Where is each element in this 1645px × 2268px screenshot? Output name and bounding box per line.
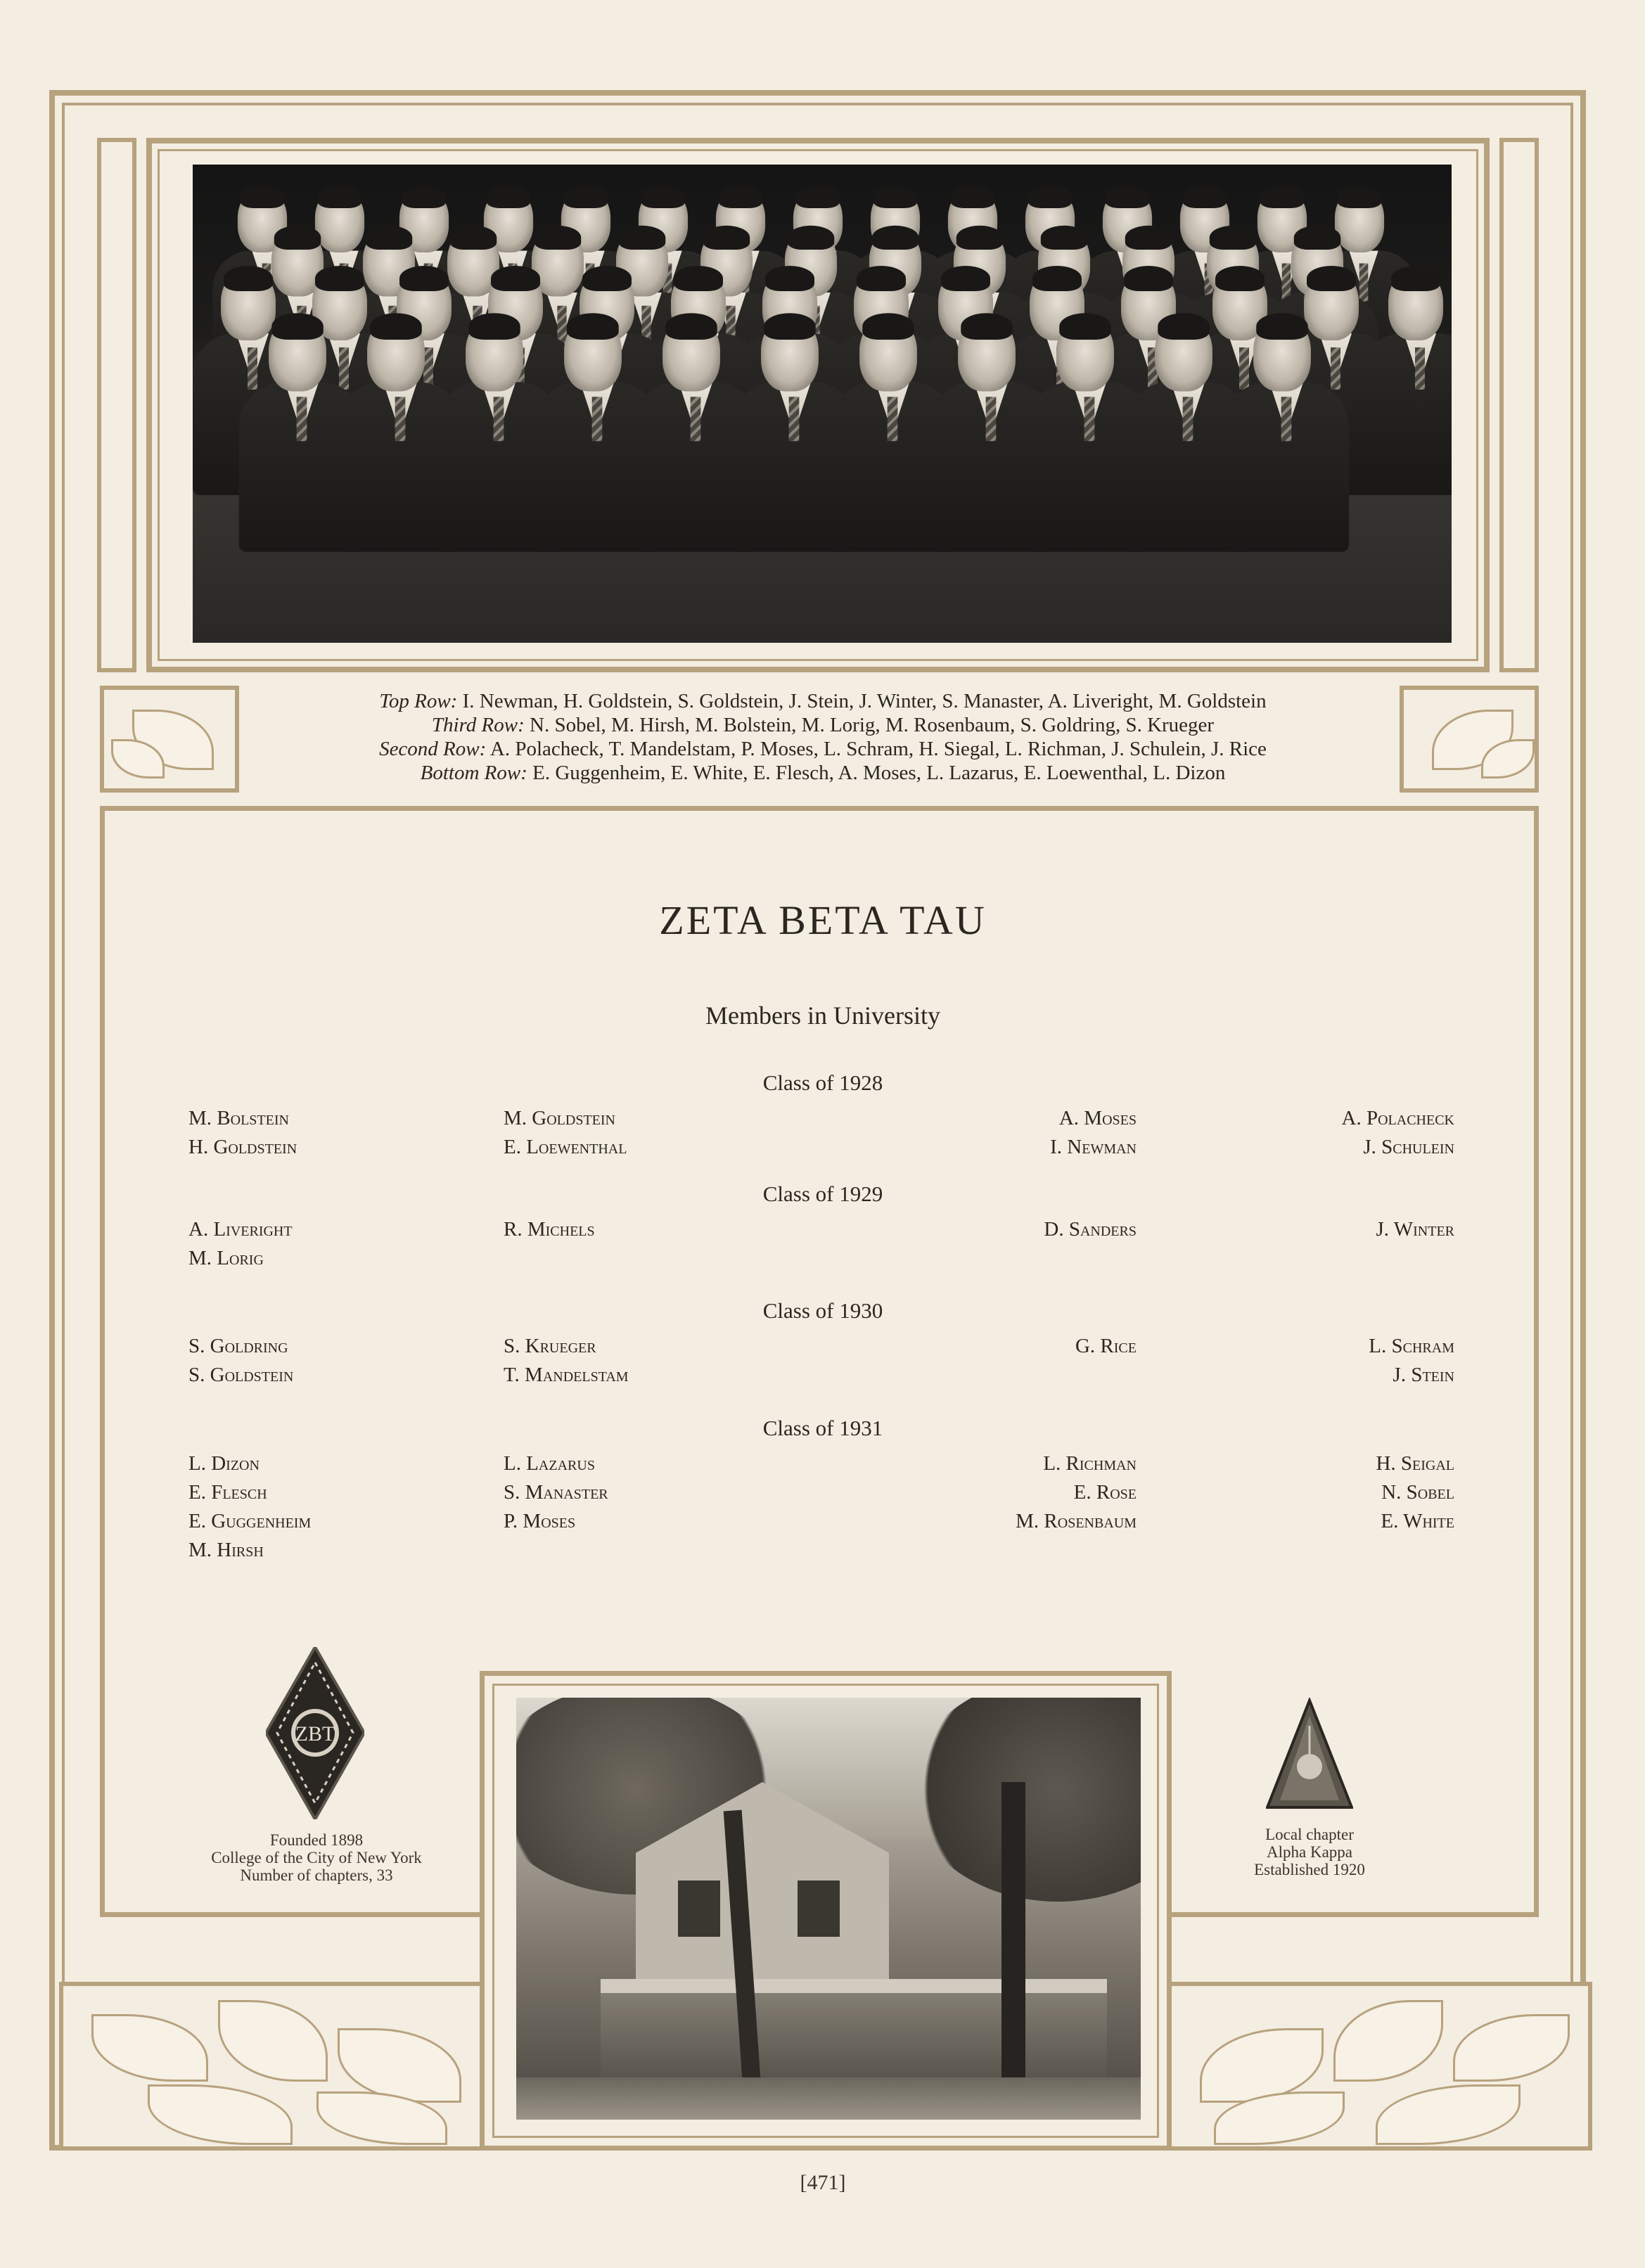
photo-face: [859, 318, 917, 392]
caption-third-label: Third Row:: [431, 714, 525, 736]
caption-top-label: Top Row:: [379, 690, 458, 712]
class-heading: Class of 1931: [762, 1416, 883, 1440]
caption-bottom-label: Bottom Row:: [420, 762, 527, 784]
bottom-right-ornament: [1167, 1982, 1592, 2151]
member-column: [841, 1215, 1137, 1244]
chapter-name: Alpha Kappa: [1267, 1843, 1352, 1861]
caption-second-label: Second Row:: [379, 738, 487, 760]
members-subtitle: Members in University: [705, 1001, 940, 1030]
member-name: G. Rice: [1075, 1335, 1137, 1357]
member-name: R. Michels: [504, 1218, 595, 1241]
member-column: [1159, 1215, 1454, 1244]
photo-face: [1253, 318, 1311, 392]
crest-letters: ZBT: [295, 1722, 335, 1745]
member-name: I. Newman: [1050, 1136, 1137, 1158]
member-name: M. Hirsh: [188, 1539, 264, 1561]
bottom-left-ornament: [59, 1982, 484, 2151]
photo-face: [663, 318, 720, 392]
photo-face: [1056, 318, 1114, 392]
member-name: M. Lorig: [188, 1247, 264, 1269]
caption-third-row: [253, 713, 1393, 737]
left-caption-ornament: [100, 686, 239, 793]
class-heading: Class of 1929: [762, 1181, 883, 1206]
crest-diamond-icon: [266, 1647, 364, 1819]
member-name: S. Goldring: [188, 1335, 288, 1357]
founded-info: [176, 1831, 457, 1884]
member-name: S. Krueger: [504, 1335, 596, 1357]
member-name: E. White: [1381, 1510, 1454, 1532]
photo-figure: [1360, 333, 1452, 495]
member-name: N. Sobel: [1381, 1481, 1454, 1504]
photo-face: [221, 270, 276, 340]
member-name: L. Dizon: [188, 1452, 260, 1475]
member-name: A. Moses: [1058, 1107, 1137, 1129]
member-name: L. Schram: [1369, 1335, 1454, 1357]
photo-face: [315, 189, 364, 252]
right-caption-ornament: [1400, 686, 1539, 793]
photo-face: [958, 318, 1016, 392]
member-name: E. Rose: [1073, 1481, 1137, 1504]
local-chapter-info: [1204, 1826, 1415, 1878]
caption-second-row: [253, 737, 1393, 761]
chapter-count: Number of chapters, 33: [240, 1866, 393, 1884]
chapter-house-photo: [516, 1698, 1141, 2120]
member-column: [841, 1332, 1137, 1361]
member-column: [504, 1332, 799, 1390]
member-name: E. Loewenthal: [504, 1136, 627, 1158]
member-name: T. Mandelstam: [504, 1364, 629, 1386]
local-chapter-label: Local chapter: [1265, 1826, 1354, 1843]
photo-face: [466, 318, 523, 392]
member-name: E. Guggenheim: [188, 1510, 312, 1532]
class-heading: Class of 1930: [762, 1298, 883, 1323]
established-year: Established 1920: [1254, 1861, 1365, 1878]
member-column: [504, 1104, 799, 1162]
photo-face: [367, 318, 425, 392]
founded-year: Founded 1898: [269, 1831, 364, 1849]
photo-caption: [253, 689, 1393, 785]
photo-face: [1304, 270, 1359, 340]
class-heading: Class of 1928: [762, 1070, 883, 1095]
photo-figure: [1224, 382, 1350, 552]
member-name: S. Manaster: [504, 1481, 608, 1504]
member-column: [188, 1104, 484, 1162]
page-number: [471]: [800, 2171, 846, 2194]
photo-face: [1155, 318, 1212, 392]
member-name: J. Stein: [1393, 1364, 1454, 1386]
page-title: ZETA BETA TAU: [659, 897, 987, 943]
founded-college: College of the City of New York: [211, 1849, 422, 1866]
photo-face: [761, 318, 819, 392]
member-column: [504, 1449, 799, 1536]
photo-face: [269, 318, 326, 392]
member-column: [188, 1449, 484, 1565]
photo-face: [564, 318, 622, 392]
member-column: [504, 1215, 799, 1244]
member-name: M. Rosenbaum: [1016, 1510, 1137, 1532]
photo-face: [1335, 189, 1384, 252]
member-column: [1159, 1332, 1454, 1390]
left-bar: [97, 138, 136, 672]
member-column: [841, 1104, 1137, 1162]
member-name: J. Winter: [1376, 1218, 1454, 1241]
member-name: A. Polacheck: [1341, 1107, 1454, 1129]
fraternity-crest: [266, 1647, 364, 1819]
member-name: E. Flesch: [188, 1481, 267, 1504]
member-column: [188, 1215, 484, 1273]
member-name: M. Bolstein: [188, 1107, 289, 1129]
member-name: J. Schulein: [1363, 1136, 1454, 1158]
member-column: [1159, 1449, 1454, 1536]
member-name: L. Richman: [1043, 1452, 1137, 1475]
caption-bottom-row: [253, 761, 1393, 785]
caption-second-names: A. Polacheck, T. Mandelstam, P. Moses, L. Schram, H. Siegal, L. Richman, J. Schulein, J. Rice: [486, 738, 1267, 760]
caption-third-names: N. Sobel, M. Hirsh, M. Bolstein, M. Lorig, M. Rosenbaum, S. Goldring, S. Krueger: [524, 714, 1215, 736]
member-name: H. Seigal: [1376, 1452, 1454, 1475]
right-bar: [1499, 138, 1539, 672]
caption-top-row: [253, 689, 1393, 713]
member-name: D. Sanders: [1044, 1218, 1137, 1241]
member-column: [841, 1449, 1137, 1536]
member-column: [1159, 1104, 1454, 1162]
member-name: H. Goldstein: [188, 1136, 297, 1158]
member-column: [188, 1332, 484, 1390]
caption-bottom-names: E. Guggenheim, E. White, E. Flesch, A. Moses, L. Lazarus, E. Loewenthal, L. Dizon: [527, 762, 1226, 784]
caption-top-names: I. Newman, H. Goldstein, S. Goldstein, J. Stein, J. Winter, S. Manaster, A. Liveright, M. Goldstein: [457, 690, 1267, 712]
group-photo: [193, 165, 1452, 643]
triangle-seal-icon: [1266, 1698, 1353, 1810]
member-name: S. Goldstein: [188, 1364, 294, 1386]
photo-face: [1388, 270, 1443, 340]
chapter-triangle-badge: [1266, 1698, 1353, 1810]
member-name: A. Liveright: [188, 1218, 293, 1241]
member-name: M. Goldstein: [504, 1107, 615, 1129]
member-name: L. Lazarus: [504, 1452, 595, 1475]
member-name: P. Moses: [504, 1510, 576, 1532]
